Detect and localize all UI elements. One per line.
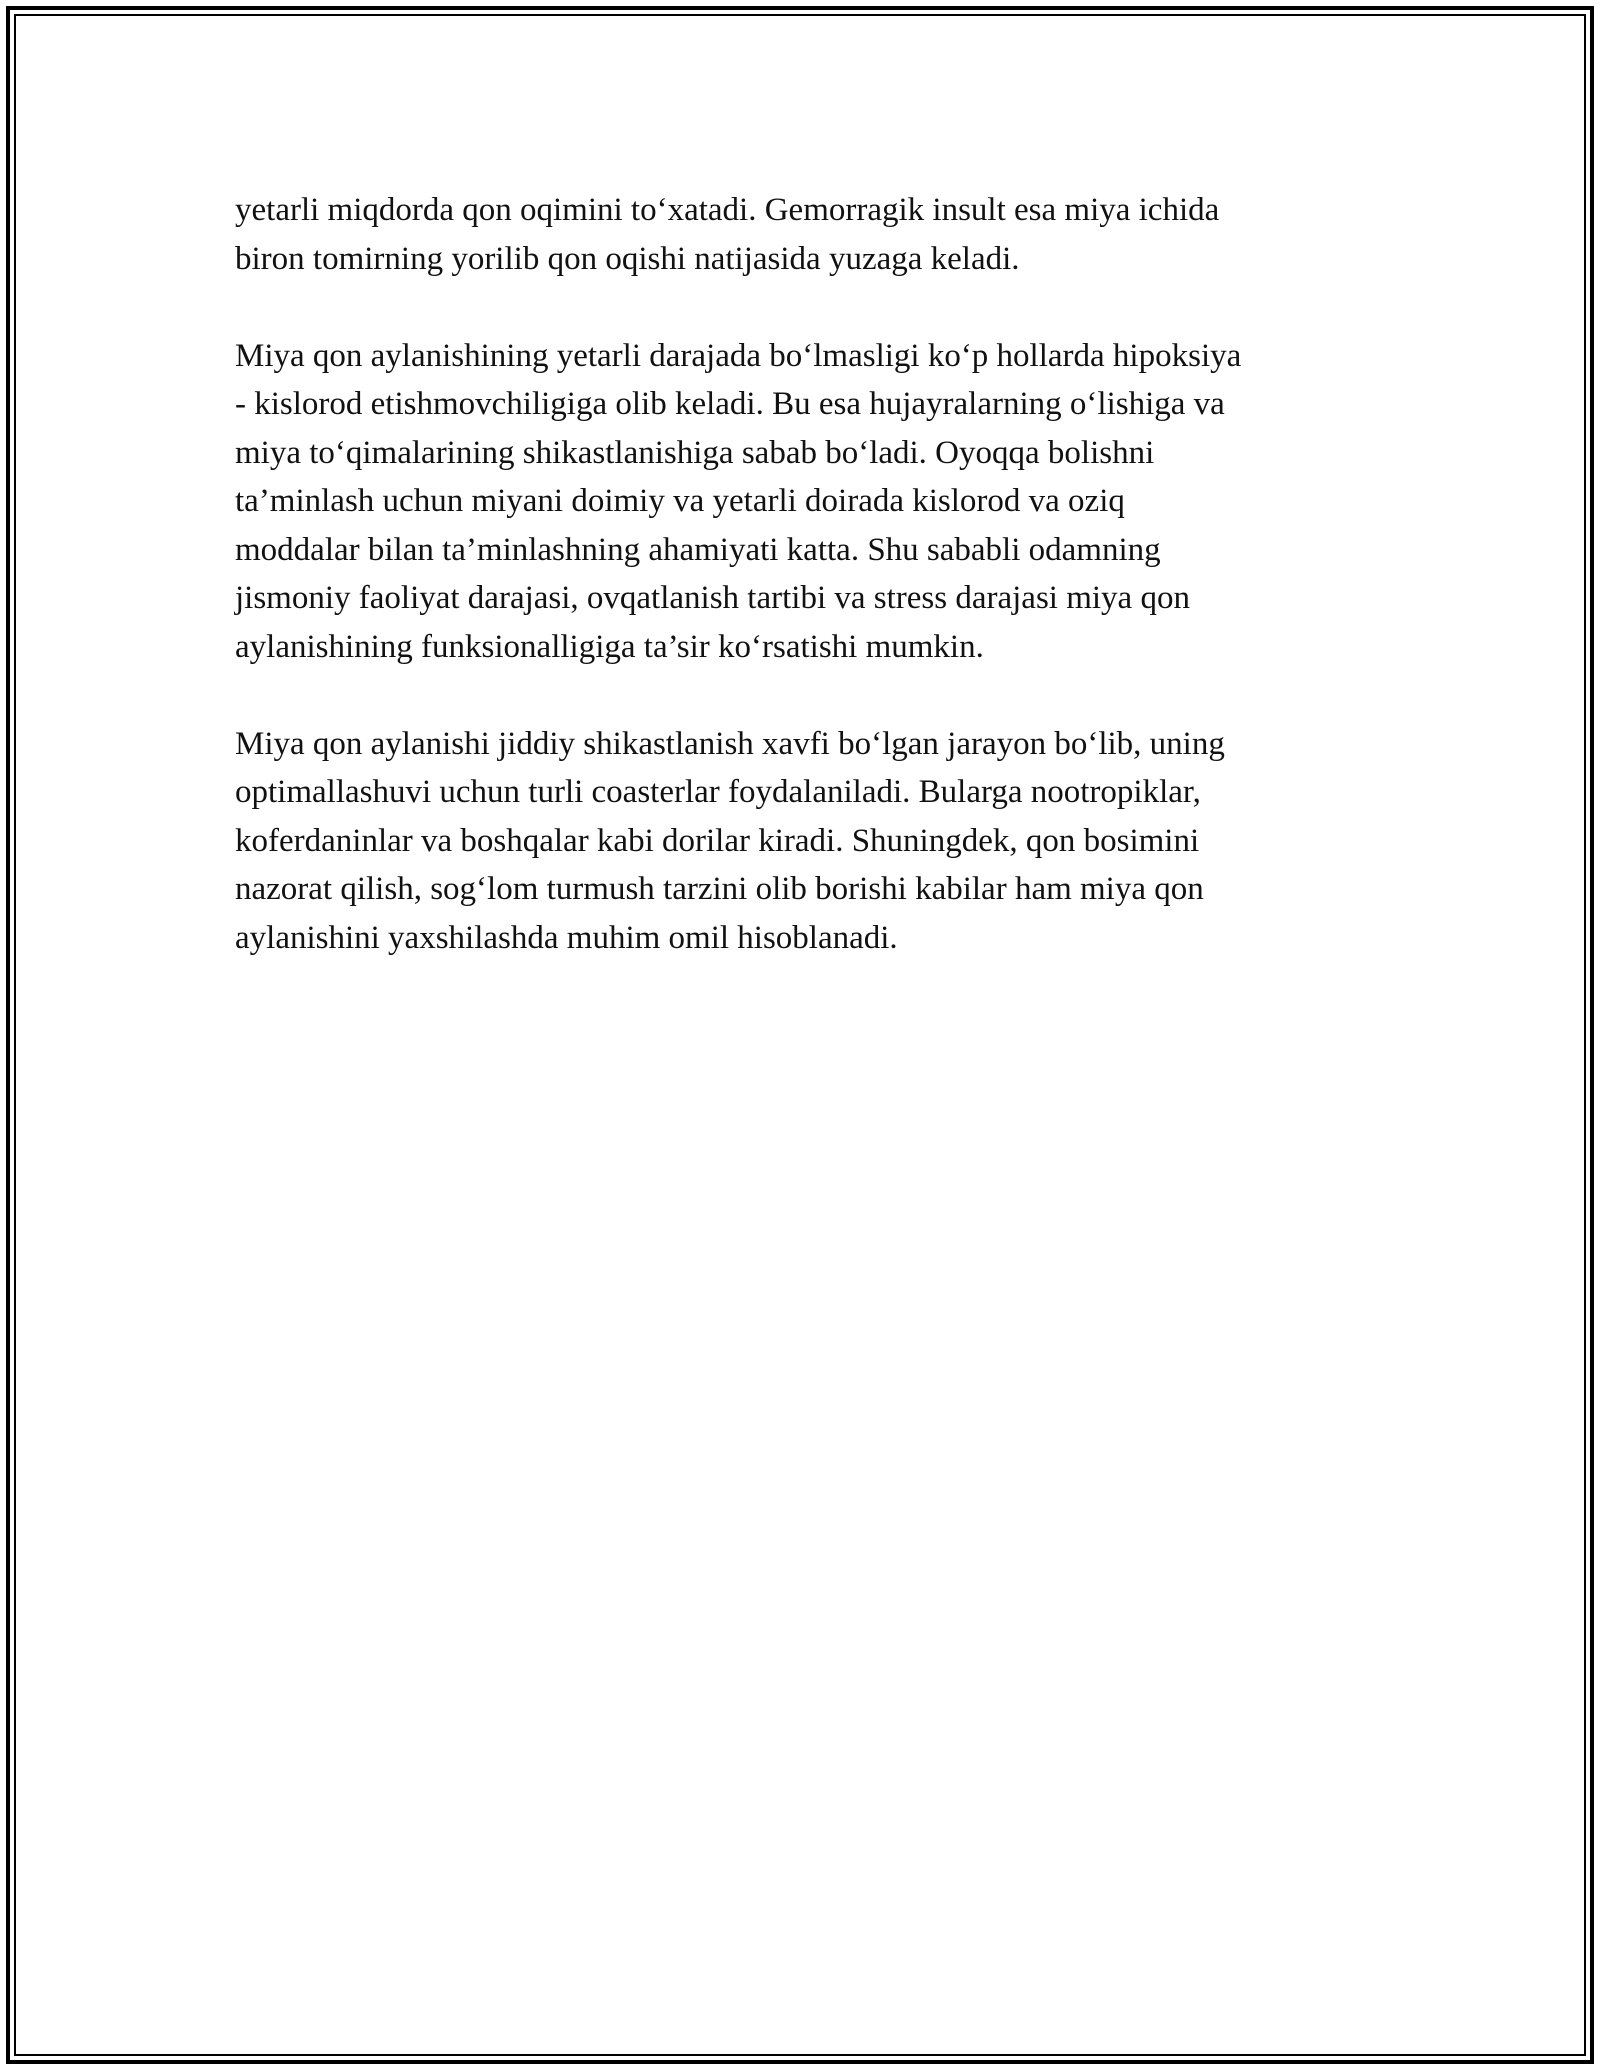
document-body (235, 186, 1365, 1011)
text-line: optimallashuvi uchun turli coasterlar foydalaniladi. Bularga nootropiklar, (235, 774, 1201, 810)
paragraph-1 (235, 186, 1365, 283)
paragraph-2 (235, 332, 1365, 672)
text-line: moddalar bilan ta’minlashning ahamiyati katta. Shu sababli odamning (235, 531, 1161, 568)
text-line: ta’minlash uchun miyani doimiy va yetarli doirada kislorod va oziq (235, 483, 1125, 519)
text-line: aylanishining funksionalligiga ta’sir ko‘rsatishi mumkin. (235, 628, 984, 665)
text-line: koferdaninlar va boshqalar kabi dorilar kiradi. Shuningdek, qon bosimini (235, 822, 1200, 859)
text-line: biron tomirning yorilib qon oqishi natijasida yuzaga keladi. (235, 240, 1020, 277)
text-line: miya to‘qimalarining shikastlanishiga sabab bo‘ladi. Oyoqqa bolishni (235, 434, 1155, 471)
text-line: Miya qon aylanishi jiddiy shikastlanish xavfi bo‘lgan jarayon bo‘lib, uning (235, 725, 1225, 762)
text-line: nazorat qilish, sog‘lom turmush tarzini olib borishi kabilar ham miya qon (235, 871, 1204, 907)
text-line: yetarli miqdorda qon oqimini to‘xatadi. Gemorragik insult esa miya ichida (235, 192, 1220, 228)
text-line: Miya qon aylanishining yetarli darajada bo‘lmasligi ko‘p hollarda hipoksiya (235, 337, 1242, 374)
text-line: - kislorod etishmovchiligiga olib keladi. Bu esa hujayralarning o‘lishiga va (235, 386, 1225, 422)
text-line: aylanishini yaxshilashda muhim omil hisoblanadi. (235, 919, 898, 956)
paragraph-3 (235, 720, 1365, 963)
text-line: jismoniy faoliyat darajasi, ovqatlanish tartibi va stress darajasi miya qon (235, 580, 1190, 616)
